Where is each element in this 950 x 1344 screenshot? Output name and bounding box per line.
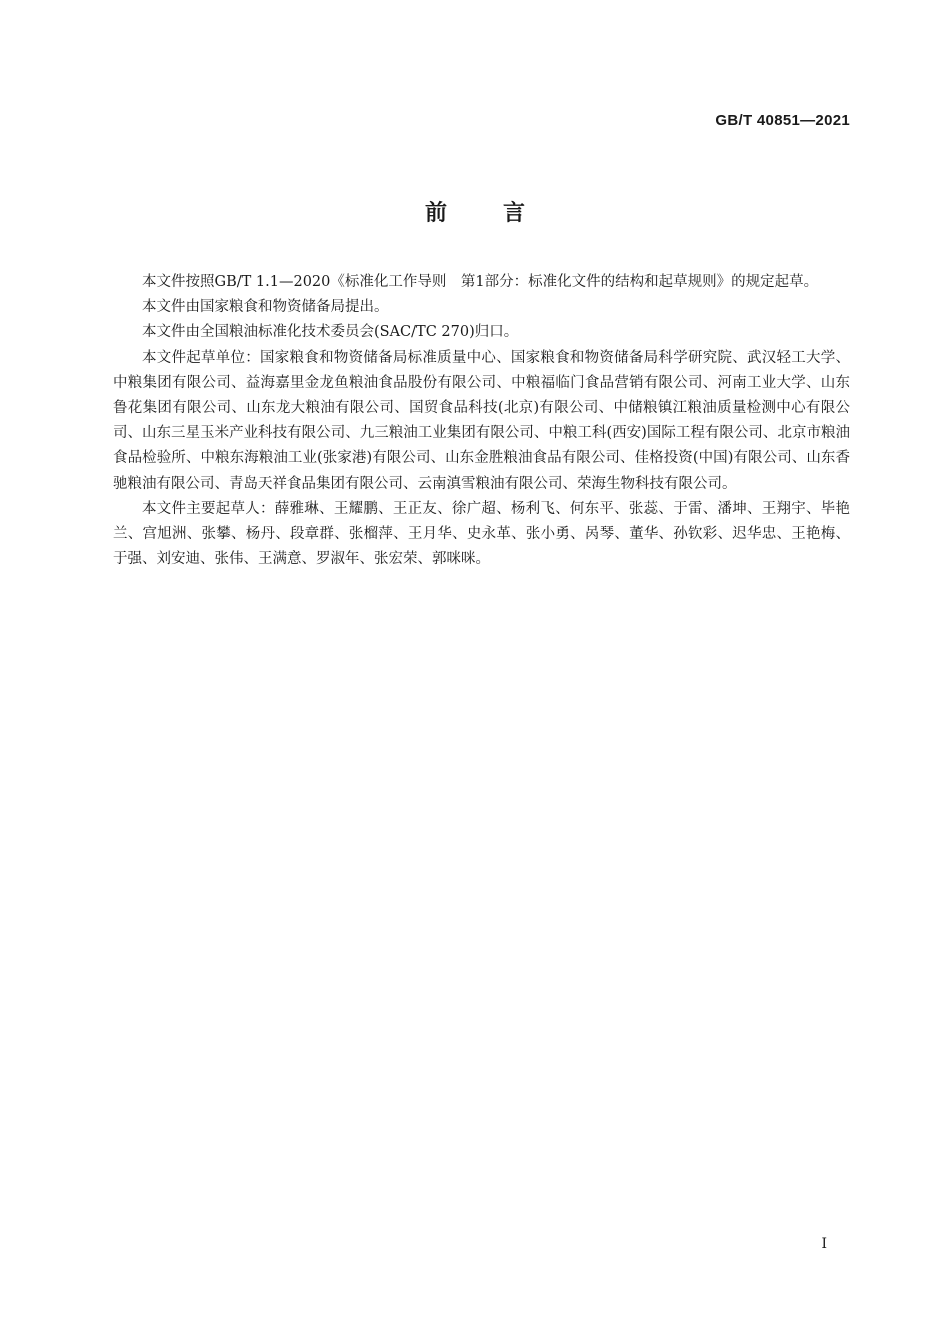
paragraph-proposer: 本文件由国家粮食和物资储备局提出。 bbox=[142, 299, 389, 316]
standard-number: GB/T 40851—2021 bbox=[715, 112, 850, 129]
page-title: 前言 bbox=[424, 201, 581, 226]
paragraph-drafting-units: 本文件起草单位：国家粮食和物资储备局标准质量中心、国家粮食和物资储备局科学研究院、武汉轻工大学、中粮集团有限公司、益海嘉里金龙鱼粮油食品股份有限公司、中粮福临门食品营销有限公司、河南工业大学、山东鲁花集团有限公司、山东龙大粮油有限公司、国贸食品科技(北京)有限公司、中储粮镇江粮油质量检测中心有限公司、山东三星玉米产业科技有限公司、九三粮油工业集团有限公司、中粮工科(西安)国际工程有限公司、北京市粮油食品检验所、中粮东海粮油工业(张家港)有限公司、山东金胜粮油食品有限公司、佳格投资(中国)有限公司、山东香驰粮油有限公司、青岛天祥食品集团有限公司、云南滇雪粮油有限公司、荣海生物科技有限公司。 bbox=[113, 349, 850, 492]
document-body bbox=[113, 270, 850, 572]
paragraph-drafters: 本文件主要起草人：薛雅琳、王耀鹏、王正友、徐广超、杨利飞、何东平、张蕊、于雷、潘坤、王翔宇、毕艳兰、宫旭洲、张攀、杨丹、段章群、张榴萍、王月华、史永革、张小勇、呙琴、董华、孙钦彩、迟华忠、王艳梅、于强、刘安迪、张伟、王满意、罗淑年、张宏荣、郭咪咪。 bbox=[113, 500, 850, 568]
paragraph-drafting-rules: 本文件按照GB/T 1.1—2020《标准化工作导则 第1部分：标准化文件的结构和起草规则》的规定起草。 bbox=[142, 274, 819, 290]
page-number: I bbox=[821, 1236, 827, 1252]
paragraph-committee: 本文件由全国粮油标准化技术委员会(SAC/TC 270)归口。 bbox=[142, 324, 519, 341]
